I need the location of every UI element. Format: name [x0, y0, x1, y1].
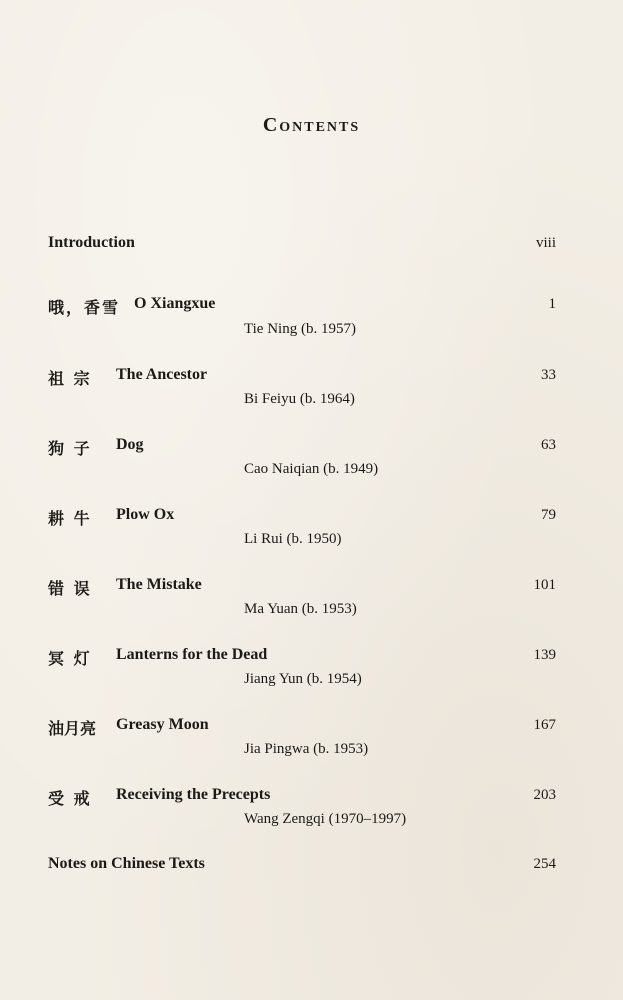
page-number: 1: [548, 296, 556, 312]
author-line: Jia Pingwa (b. 1953): [244, 741, 369, 757]
page-number: 63: [541, 437, 556, 453]
chinese-title: 冥 灯: [48, 649, 92, 668]
toc-entry: [48, 716, 556, 740]
page-title: Contents: [262, 114, 361, 136]
page-number: 139: [533, 647, 556, 663]
author-line: Li Rui (b. 1950): [244, 531, 342, 547]
author-line: Jiang Yun (b. 1954): [244, 671, 362, 687]
author-line: Cao Naiqian (b. 1949): [244, 461, 379, 477]
english-title: The Ancestor: [116, 366, 208, 383]
toc-entry: [48, 366, 556, 390]
chinese-title: 耕 牛: [48, 509, 92, 528]
page-number: 79: [541, 507, 556, 523]
english-title: Greasy Moon: [116, 716, 209, 733]
toc-notes: [48, 855, 556, 879]
english-title: Lanterns for the Dead: [116, 646, 268, 663]
author-line: Bi Feiyu (b. 1964): [244, 391, 355, 407]
page-number: 101: [533, 577, 556, 593]
chinese-title: 油月亮: [48, 719, 97, 738]
chinese-title: 狗 子: [48, 439, 92, 458]
author-line: Wang Zengqi (1970–1997): [244, 811, 407, 827]
page-number: 203: [533, 787, 556, 803]
toc-intro-page: viii: [535, 235, 556, 251]
english-title: Receiving the Precepts: [116, 786, 271, 803]
english-title: O Xiangxue: [134, 295, 216, 312]
toc-entry: [48, 436, 556, 460]
chinese-title: 受 戒: [48, 789, 92, 808]
toc-entry: [48, 646, 556, 670]
english-title: Plow Ox: [116, 506, 175, 523]
toc-intro: [48, 234, 556, 258]
toc-entry: [48, 295, 556, 319]
author-line: Tie Ning (b. 1957): [244, 321, 356, 337]
toc-notes-page: 254: [533, 856, 556, 872]
english-title: Dog: [116, 436, 144, 453]
toc-intro-label: Introduction: [48, 234, 135, 251]
toc-entry: [48, 576, 556, 600]
toc-notes-label: Notes on Chinese Texts: [48, 855, 205, 872]
author-line: Ma Yuan (b. 1953): [244, 601, 357, 617]
toc-entry: [48, 506, 556, 530]
page-number: 167: [533, 717, 556, 733]
chinese-title: 哦，香雪: [48, 298, 121, 317]
english-title: The Mistake: [116, 576, 202, 593]
page-number: 33: [541, 367, 556, 383]
chinese-title: 祖 宗: [48, 369, 92, 388]
toc-entry: [48, 786, 556, 810]
chinese-title: 错 误: [48, 579, 92, 598]
